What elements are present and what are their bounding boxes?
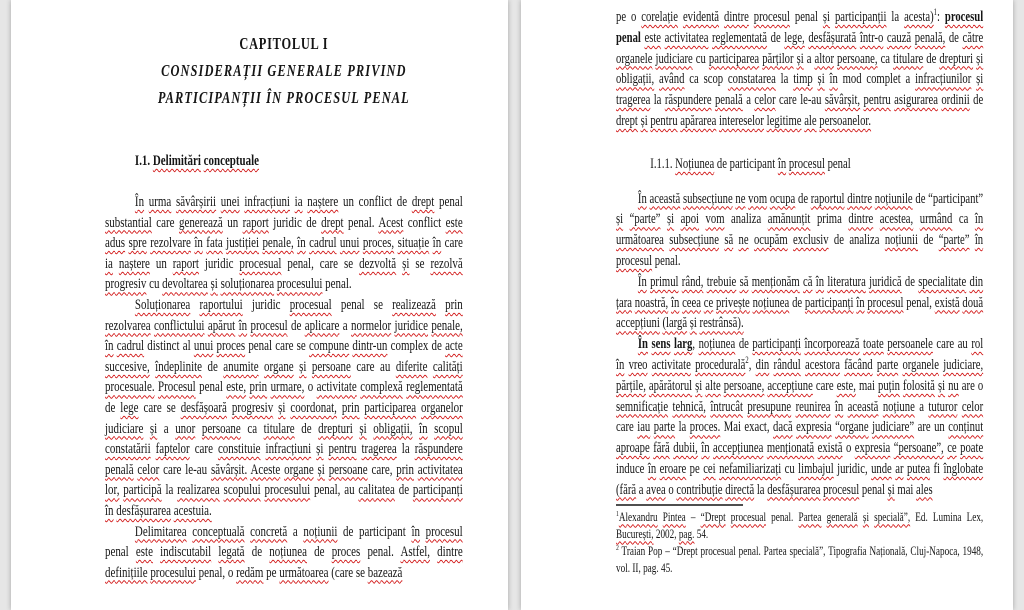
footnote-separator [616,504,743,506]
chapter-heading: CAPITOLUL I [239,34,329,53]
footnote-item: $^2$ Traian Pop – “Drept procesual penal. Partea specială”, Tipografia Națională, Cluj-Napoca, 1948, vol. II, pag. 45. [616,542,984,575]
subsection-heading: I.1.1. Noțiunea de participant în procesul penal [650,155,851,172]
chapter-subtitle-line-2: PARTICIPANȚII ÎN PROCESUL PENAL [157,88,410,107]
chapter-subtitle-line-1: CONSIDERAȚII GENERALE PRIVIND [161,61,407,80]
footnote-list [616,509,983,577]
page-left-content [105,0,463,583]
paragraph: În urma săvârșirii unei infracțiuni ia naștere un conflict de drept penal substantial care generează un raport juridic de drept penal. Acest conflict este adus spre rezolvare în fata justiției penale, în cadrul unui proces, situație în care ia naștere un raport juridic procesual penal, care se dezvoltă și se rezolvă progresiv cu devoltarea și soluționarea procesului penal. [105,194,463,293]
page-left[interactable] [11,0,508,610]
paragraph: În primul rând, trebuie să menționăm că în literatura juridică de specialitate din țara noastră, în ceea ce privește noțiunea de participanți în procesul penal, există două accepțiuni (largă și restrânsă). [616,273,984,332]
paragraph: În această subsecțiune ne vom ocupa de raportul dintre noțiunile de “participant” și “parte” și apoi vom analiza amănunțit prima dintre acestea, urmând ca în următoarea subsecțiune să ne ocupăm exclusiv de analiza noțiunii de “parte” în procesul penal. [616,190,984,269]
paragraph-continuation: pe o corelație evidentă dintre procesul penal și participanții la acesta)$^1$: procesul penal este activitatea reglementată de lege, desfășurată într-o cauză penală, de către organele judiciare cu participarea părților și a altor persoane, ca titulare de drepturi și obligații, având ca scop constatarea la timp și în mod complet a infracțiunilor și tragerea la răspundere penală a celor care le-au săvârșit, pentru asigurarea ordinii de drept și pentru apărarea intereselor legitime ale persoanelor. [616,7,984,129]
section-heading: I.1. Delimitări conceptuale [134,153,260,169]
footnote-item: $^1$Alexandru Pintea – “Drept procesual penal. Partea generală și specială”, Ed. Lumina Lex, București, 2002, pag. 54. [616,508,984,541]
paragraph: Delimitarea conceptuală concretă a noțiunii de participant în procesul penal este indiscutabil legată de noțiunea de proces penal. Astfel, dintre definițiile procesului penal, o redăm pe următoarea (care se bazează [105,523,463,581]
paragraph: În sens larg, noțiunea de participanți încorporează toate persoanele care au rol în vreo activitate procedurală$^2$, din rândul acestora făcând parte organele judiciare, părțile, apărătorul și alte persoane, accepțiune care este, mai puțin folosită și nu are o semnificație tehnică, întrucât presupune reunirea în această noțiune a tuturor celor care iau parte la proces. Mai exact, dacă expresia “organe judiciare” are un conținut aproape fără dubii, în accepțiunea menționată există o expresia “persoane”, ce poate induce în eroare pe cei nefamiliarizați cu limbajul juridic, unde ar putea fi înglobate (fără a avea o contribuție directă la desfășurarea procesul penal și mai ales [616,336,984,498]
paragraph: Soluționarea raportului juridic procesual penal se realizează prin rezolvarea conflictului apărut în procesul de aplicare a normelor juridice penale, în cadrul distinct al unui proces penal care se compune dintr-un complex de acte succesive, îndeplinite de anumite organe și persoane care au diferite calități procesuale. Procesul penal este, prin urmare, o activitate complexă reglementată de lege care se desfășoară progresiv și coordonat, prin participarea organelor judiciare și a unor persoane ca titulare de drepturi și obligații, în scopul constatării faptelor care constituie infracțiuni și pentru tragerea la răspundere penală celor care le-au săvârșit. Aceste organe și persoane care, prin activitatea lor, participă la realizarea scopului procesului penal, au calitatea de participanți în desfășurarea acestuia. [105,296,463,519]
page-right-content [616,0,983,577]
page-right[interactable] [521,0,1013,610]
